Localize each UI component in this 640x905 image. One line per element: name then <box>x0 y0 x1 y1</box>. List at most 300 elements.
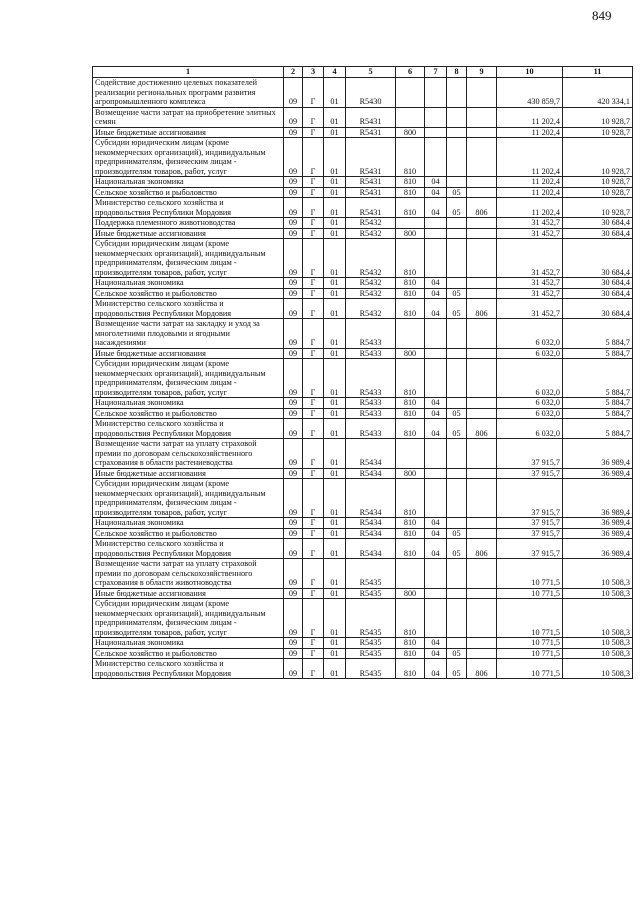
program-cell: Г <box>303 359 324 398</box>
program-cell: Г <box>303 78 324 108</box>
amount-2021-cell: 10 508,3 <box>563 638 633 649</box>
section-cell: 09 <box>284 559 303 589</box>
row-name-cell: Субсидии юридическим лицам (кроме некоммерческих организаций), индивидуальным предпринимателям, физическим лицам - производителям товаров, работ, услуг <box>93 239 284 278</box>
target-item-cell: R5433 <box>346 319 396 349</box>
ministry-code-cell: 806 <box>467 539 497 559</box>
program-cell: Г <box>303 239 324 278</box>
subdivision-cell: 05 <box>447 528 467 539</box>
division-cell <box>425 439 447 469</box>
program-cell: Г <box>303 638 324 649</box>
table-row <box>93 398 633 409</box>
subdivision-cell <box>447 107 467 127</box>
subprogram-cell: 01 <box>324 539 346 559</box>
division-cell: 04 <box>425 419 447 439</box>
subprogram-cell: 01 <box>324 419 346 439</box>
program-cell: Г <box>303 127 324 138</box>
expense-type-cell: 810 <box>396 187 425 198</box>
row-name-cell: Субсидии юридическим лицам (кроме некоммерческих организаций), индивидуальным предпринимателям, физическим лицам - производителям товаров, работ, услуг <box>93 479 284 518</box>
amount-2021-cell: 36 989,4 <box>563 439 633 469</box>
expense-type-cell <box>396 439 425 469</box>
row-name-cell: Иные бюджетные ассигнования <box>93 348 284 359</box>
ministry-code-cell <box>467 218 497 229</box>
ministry-code-cell: 806 <box>467 198 497 218</box>
amount-2021-cell: 36 989,4 <box>563 468 633 479</box>
target-item-cell: R5431 <box>346 187 396 198</box>
amount-2021-cell: 10 928,7 <box>563 107 633 127</box>
subdivision-cell: 05 <box>447 648 467 659</box>
division-cell: 04 <box>425 518 447 529</box>
subprogram-cell: 01 <box>324 528 346 539</box>
amount-2021-cell: 5 884,7 <box>563 408 633 419</box>
ministry-code-cell <box>467 239 497 278</box>
subdivision-cell: 05 <box>447 288 467 299</box>
division-cell: 04 <box>425 648 447 659</box>
division-cell: 04 <box>425 398 447 409</box>
section-cell: 09 <box>284 177 303 188</box>
row-name-cell: Иные бюджетные ассигнования <box>93 127 284 138</box>
division-cell: 04 <box>425 299 447 319</box>
amount-2021-cell: 10 928,7 <box>563 177 633 188</box>
table-row <box>93 528 633 539</box>
division-cell <box>425 479 447 518</box>
subprogram-cell: 01 <box>324 408 346 419</box>
section-cell: 09 <box>284 127 303 138</box>
program-cell: Г <box>303 299 324 319</box>
subdivision-cell <box>447 239 467 278</box>
program-cell: Г <box>303 228 324 239</box>
ministry-code-cell <box>467 398 497 409</box>
row-name-cell: Министерство сельского хозяйства и продовольствия Республики Мордовия <box>93 299 284 319</box>
expense-type-cell: 810 <box>396 518 425 529</box>
table-row <box>93 638 633 649</box>
subprogram-cell: 01 <box>324 659 346 679</box>
ministry-code-cell <box>467 359 497 398</box>
table-row <box>93 319 633 349</box>
table-header-row <box>93 67 633 78</box>
ministry-code-cell <box>467 518 497 529</box>
table-row <box>93 78 633 108</box>
subdivision-cell: 05 <box>447 187 467 198</box>
amount-2020-cell: 11 202,4 <box>497 138 563 177</box>
division-cell <box>425 138 447 177</box>
amount-2021-cell: 36 989,4 <box>563 479 633 518</box>
row-name-cell: Министерство сельского хозяйства и продовольствия Республики Мордовия <box>93 539 284 559</box>
subprogram-cell: 01 <box>324 239 346 278</box>
expense-type-cell: 810 <box>396 239 425 278</box>
target-item-cell: R5432 <box>346 278 396 289</box>
subprogram-cell: 01 <box>324 78 346 108</box>
division-cell <box>425 319 447 349</box>
amount-2020-cell: 11 202,4 <box>497 127 563 138</box>
row-name-cell: Сельское хозяйство и рыболовство <box>93 648 284 659</box>
section-cell: 09 <box>284 539 303 559</box>
row-name-cell: Министерство сельского хозяйства и продовольствия Республики Мордовия <box>93 659 284 679</box>
ministry-code-cell <box>467 127 497 138</box>
subdivision-cell <box>447 638 467 649</box>
program-cell: Г <box>303 288 324 299</box>
target-item-cell: R5433 <box>346 408 396 419</box>
expense-type-cell: 800 <box>396 588 425 599</box>
amount-2020-cell: 6 032,0 <box>497 359 563 398</box>
table-row <box>93 288 633 299</box>
amount-2020-cell: 11 202,4 <box>497 107 563 127</box>
subdivision-cell <box>447 588 467 599</box>
row-name-cell: Министерство сельского хозяйства и продовольствия Республики Мордовия <box>93 198 284 218</box>
amount-2021-cell: 36 989,4 <box>563 518 633 529</box>
program-cell: Г <box>303 599 324 638</box>
column-header: 5 <box>346 67 396 78</box>
subprogram-cell: 01 <box>324 278 346 289</box>
ministry-code-cell <box>467 228 497 239</box>
ministry-code-cell <box>467 348 497 359</box>
target-item-cell: R5435 <box>346 659 396 679</box>
row-name-cell: Национальная экономика <box>93 398 284 409</box>
table-row <box>93 439 633 469</box>
program-cell: Г <box>303 588 324 599</box>
amount-2020-cell: 37 915,7 <box>497 528 563 539</box>
expense-type-cell: 800 <box>396 468 425 479</box>
amount-2021-cell: 5 884,7 <box>563 419 633 439</box>
target-item-cell: R5432 <box>346 239 396 278</box>
expense-type-cell: 810 <box>396 539 425 559</box>
ministry-code-cell <box>467 177 497 188</box>
target-item-cell: R5431 <box>346 177 396 188</box>
amount-2021-cell: 10 508,3 <box>563 599 633 638</box>
row-name-cell: Субсидии юридическим лицам (кроме некоммерческих организаций), индивидуальным предпринимателям, физическим лицам - производителям товаров, работ, услуг <box>93 599 284 638</box>
row-name-cell: Сельское хозяйство и рыболовство <box>93 528 284 539</box>
section-cell: 09 <box>284 518 303 529</box>
program-cell: Г <box>303 559 324 589</box>
column-header: 9 <box>467 67 497 78</box>
table-row <box>93 468 633 479</box>
target-item-cell: R5435 <box>346 648 396 659</box>
subdivision-cell: 05 <box>447 659 467 679</box>
section-cell: 09 <box>284 107 303 127</box>
target-item-cell: R5431 <box>346 107 396 127</box>
section-cell: 09 <box>284 348 303 359</box>
division-cell: 04 <box>425 177 447 188</box>
amount-2020-cell: 430 859,7 <box>497 78 563 108</box>
program-cell: Г <box>303 648 324 659</box>
amount-2020-cell: 10 771,5 <box>497 559 563 589</box>
amount-2021-cell: 30 684,4 <box>563 228 633 239</box>
target-item-cell: R5434 <box>346 518 396 529</box>
amount-2021-cell: 10 928,7 <box>563 138 633 177</box>
amount-2021-cell: 36 989,4 <box>563 528 633 539</box>
table-row <box>93 539 633 559</box>
column-header: 10 <box>497 67 563 78</box>
row-name-cell: Сельское хозяйство и рыболовство <box>93 408 284 419</box>
target-item-cell: R5434 <box>346 439 396 469</box>
program-cell: Г <box>303 539 324 559</box>
expense-type-cell: 810 <box>396 278 425 289</box>
target-item-cell: R5431 <box>346 138 396 177</box>
target-item-cell: R5432 <box>346 288 396 299</box>
program-cell: Г <box>303 528 324 539</box>
division-cell: 04 <box>425 278 447 289</box>
section-cell: 09 <box>284 278 303 289</box>
table-row <box>93 599 633 638</box>
amount-2020-cell: 37 915,7 <box>497 479 563 518</box>
subprogram-cell: 01 <box>324 648 346 659</box>
division-cell <box>425 127 447 138</box>
program-cell: Г <box>303 518 324 529</box>
row-name-cell: Возмещение части затрат на уплату страховой премии по договорам сельскохозяйственного страхования в области животноводства <box>93 559 284 589</box>
amount-2020-cell: 31 452,7 <box>497 218 563 229</box>
expense-type-cell: 810 <box>396 479 425 518</box>
subprogram-cell: 01 <box>324 288 346 299</box>
budget-table <box>92 66 633 679</box>
amount-2020-cell: 10 771,5 <box>497 588 563 599</box>
amount-2021-cell: 36 989,4 <box>563 539 633 559</box>
division-cell <box>425 218 447 229</box>
division-cell <box>425 599 447 638</box>
subdivision-cell <box>447 599 467 638</box>
table-row <box>93 127 633 138</box>
ministry-code-cell <box>467 288 497 299</box>
program-cell: Г <box>303 659 324 679</box>
expense-type-cell <box>396 78 425 108</box>
target-item-cell: R5434 <box>346 479 396 518</box>
ministry-code-cell <box>467 528 497 539</box>
section-cell: 09 <box>284 439 303 469</box>
expense-type-cell: 810 <box>396 299 425 319</box>
ministry-code-cell <box>467 638 497 649</box>
division-cell: 04 <box>425 539 447 559</box>
target-item-cell: R5435 <box>346 638 396 649</box>
amount-2020-cell: 10 771,5 <box>497 638 563 649</box>
amount-2020-cell: 11 202,4 <box>497 177 563 188</box>
program-cell: Г <box>303 468 324 479</box>
amount-2020-cell: 10 771,5 <box>497 659 563 679</box>
program-cell: Г <box>303 419 324 439</box>
section-cell: 09 <box>284 468 303 479</box>
amount-2020-cell: 31 452,7 <box>497 239 563 278</box>
row-name-cell: Иные бюджетные ассигнования <box>93 468 284 479</box>
program-cell: Г <box>303 408 324 419</box>
row-name-cell: Министерство сельского хозяйства и продовольствия Республики Мордовия <box>93 419 284 439</box>
table-row <box>93 278 633 289</box>
table-body <box>93 78 633 679</box>
subdivision-cell <box>447 218 467 229</box>
subdivision-cell <box>447 177 467 188</box>
amount-2021-cell: 30 684,4 <box>563 299 633 319</box>
amount-2020-cell: 11 202,4 <box>497 198 563 218</box>
table-row <box>93 559 633 589</box>
division-cell: 04 <box>425 659 447 679</box>
division-cell: 04 <box>425 638 447 649</box>
row-name-cell: Сельское хозяйство и рыболовство <box>93 288 284 299</box>
section-cell: 09 <box>284 218 303 229</box>
division-cell <box>425 78 447 108</box>
amount-2020-cell: 10 771,5 <box>497 599 563 638</box>
program-cell: Г <box>303 348 324 359</box>
expense-type-cell: 810 <box>396 138 425 177</box>
division-cell <box>425 348 447 359</box>
expense-type-cell: 800 <box>396 348 425 359</box>
subdivision-cell <box>447 348 467 359</box>
expense-type-cell: 810 <box>396 528 425 539</box>
section-cell: 09 <box>284 78 303 108</box>
amount-2020-cell: 11 202,4 <box>497 187 563 198</box>
expense-type-cell: 810 <box>396 288 425 299</box>
row-name-cell: Национальная экономика <box>93 278 284 289</box>
row-name-cell: Сельское хозяйство и рыболовство <box>93 187 284 198</box>
amount-2021-cell: 5 884,7 <box>563 359 633 398</box>
division-cell <box>425 228 447 239</box>
amount-2021-cell: 10 508,3 <box>563 559 633 589</box>
program-cell: Г <box>303 479 324 518</box>
subdivision-cell <box>447 468 467 479</box>
row-name-cell: Иные бюджетные ассигнования <box>93 588 284 599</box>
expense-type-cell: 810 <box>396 648 425 659</box>
column-header: 8 <box>447 67 467 78</box>
subdivision-cell <box>447 127 467 138</box>
table-row <box>93 479 633 518</box>
amount-2021-cell: 30 684,4 <box>563 239 633 278</box>
column-header: 7 <box>425 67 447 78</box>
section-cell: 09 <box>284 198 303 218</box>
target-item-cell: R5432 <box>346 299 396 319</box>
target-item-cell: R5434 <box>346 528 396 539</box>
amount-2020-cell: 6 032,0 <box>497 348 563 359</box>
column-header: 11 <box>563 67 633 78</box>
amount-2020-cell: 31 452,7 <box>497 288 563 299</box>
ministry-code-cell <box>467 439 497 469</box>
section-cell: 09 <box>284 138 303 177</box>
subdivision-cell <box>447 278 467 289</box>
target-item-cell: R5433 <box>346 348 396 359</box>
table-row <box>93 348 633 359</box>
amount-2021-cell: 30 684,4 <box>563 288 633 299</box>
amount-2021-cell: 10 928,7 <box>563 198 633 218</box>
subprogram-cell: 01 <box>324 479 346 518</box>
ministry-code-cell <box>467 479 497 518</box>
subprogram-cell: 01 <box>324 319 346 349</box>
program-cell: Г <box>303 107 324 127</box>
ministry-code-cell <box>467 408 497 419</box>
target-item-cell: R5431 <box>346 198 396 218</box>
division-cell <box>425 559 447 589</box>
subprogram-cell: 01 <box>324 198 346 218</box>
subprogram-cell: 01 <box>324 138 346 177</box>
subprogram-cell: 01 <box>324 638 346 649</box>
column-header: 6 <box>396 67 425 78</box>
subdivision-cell <box>447 359 467 398</box>
section-cell: 09 <box>284 319 303 349</box>
page-number: 849 <box>592 8 612 23</box>
expense-type-cell: 810 <box>396 638 425 649</box>
row-name-cell: Национальная экономика <box>93 638 284 649</box>
division-cell: 04 <box>425 528 447 539</box>
target-item-cell: R5433 <box>346 398 396 409</box>
row-name-cell: Содействие достижению целевых показателей реализации региональных программ развития агропромышленного комплекса <box>93 78 284 108</box>
section-cell: 09 <box>284 588 303 599</box>
division-cell: 04 <box>425 408 447 419</box>
expense-type-cell: 800 <box>396 228 425 239</box>
subprogram-cell: 01 <box>324 588 346 599</box>
amount-2020-cell: 6 032,0 <box>497 319 563 349</box>
expense-type-cell: 810 <box>396 659 425 679</box>
division-cell <box>425 468 447 479</box>
amount-2021-cell: 10 508,3 <box>563 659 633 679</box>
ministry-code-cell: 806 <box>467 659 497 679</box>
subprogram-cell: 01 <box>324 218 346 229</box>
section-cell: 09 <box>284 398 303 409</box>
table-row <box>93 518 633 529</box>
section-cell: 09 <box>284 599 303 638</box>
amount-2020-cell: 6 032,0 <box>497 398 563 409</box>
column-header: 3 <box>303 67 324 78</box>
amount-2021-cell: 30 684,4 <box>563 278 633 289</box>
program-cell: Г <box>303 439 324 469</box>
row-name-cell: Национальная экономика <box>93 177 284 188</box>
section-cell: 09 <box>284 187 303 198</box>
subdivision-cell <box>447 559 467 589</box>
column-header: 1 <box>93 67 284 78</box>
section-cell: 09 <box>284 228 303 239</box>
section-cell: 09 <box>284 648 303 659</box>
subdivision-cell: 05 <box>447 408 467 419</box>
division-cell <box>425 239 447 278</box>
table-row <box>93 239 633 278</box>
section-cell: 09 <box>284 419 303 439</box>
amount-2020-cell: 31 452,7 <box>497 299 563 319</box>
subprogram-cell: 01 <box>324 599 346 638</box>
table-row <box>93 107 633 127</box>
target-item-cell: R5431 <box>346 127 396 138</box>
expense-type-cell <box>396 559 425 589</box>
program-cell: Г <box>303 278 324 289</box>
program-cell: Г <box>303 177 324 188</box>
amount-2021-cell: 5 884,7 <box>563 319 633 349</box>
subdivision-cell <box>447 319 467 349</box>
section-cell: 09 <box>284 659 303 679</box>
ministry-code-cell: 806 <box>467 419 497 439</box>
ministry-code-cell <box>467 319 497 349</box>
ministry-code-cell <box>467 107 497 127</box>
ministry-code-cell <box>467 559 497 589</box>
subdivision-cell <box>447 439 467 469</box>
target-item-cell: R5435 <box>346 599 396 638</box>
expense-type-cell: 810 <box>396 198 425 218</box>
ministry-code-cell <box>467 588 497 599</box>
subdivision-cell: 05 <box>447 198 467 218</box>
subdivision-cell: 05 <box>447 419 467 439</box>
target-item-cell: R5432 <box>346 228 396 239</box>
division-cell <box>425 359 447 398</box>
target-item-cell: R5434 <box>346 539 396 559</box>
amount-2020-cell: 37 915,7 <box>497 439 563 469</box>
table-row <box>93 228 633 239</box>
amount-2021-cell: 5 884,7 <box>563 398 633 409</box>
subprogram-cell: 01 <box>324 439 346 469</box>
row-name-cell: Возмещение части затрат на приобретение элитных семян <box>93 107 284 127</box>
subprogram-cell: 01 <box>324 468 346 479</box>
subprogram-cell: 01 <box>324 299 346 319</box>
amount-2021-cell: 10 928,7 <box>563 127 633 138</box>
table-row <box>93 177 633 188</box>
subdivision-cell <box>447 398 467 409</box>
row-name-cell: Возмещение части затрат на закладку и уход за многолетними плодовыми и ягодными насаждениями <box>93 319 284 349</box>
section-cell: 09 <box>284 528 303 539</box>
row-name-cell: Национальная экономика <box>93 518 284 529</box>
subprogram-cell: 01 <box>324 228 346 239</box>
subdivision-cell <box>447 78 467 108</box>
expense-type-cell: 810 <box>396 359 425 398</box>
table-row <box>93 588 633 599</box>
row-name-cell: Субсидии юридическим лицам (кроме некоммерческих организаций), индивидуальным предпринимателям, физическим лицам - производителям товаров, работ, услуг <box>93 138 284 177</box>
